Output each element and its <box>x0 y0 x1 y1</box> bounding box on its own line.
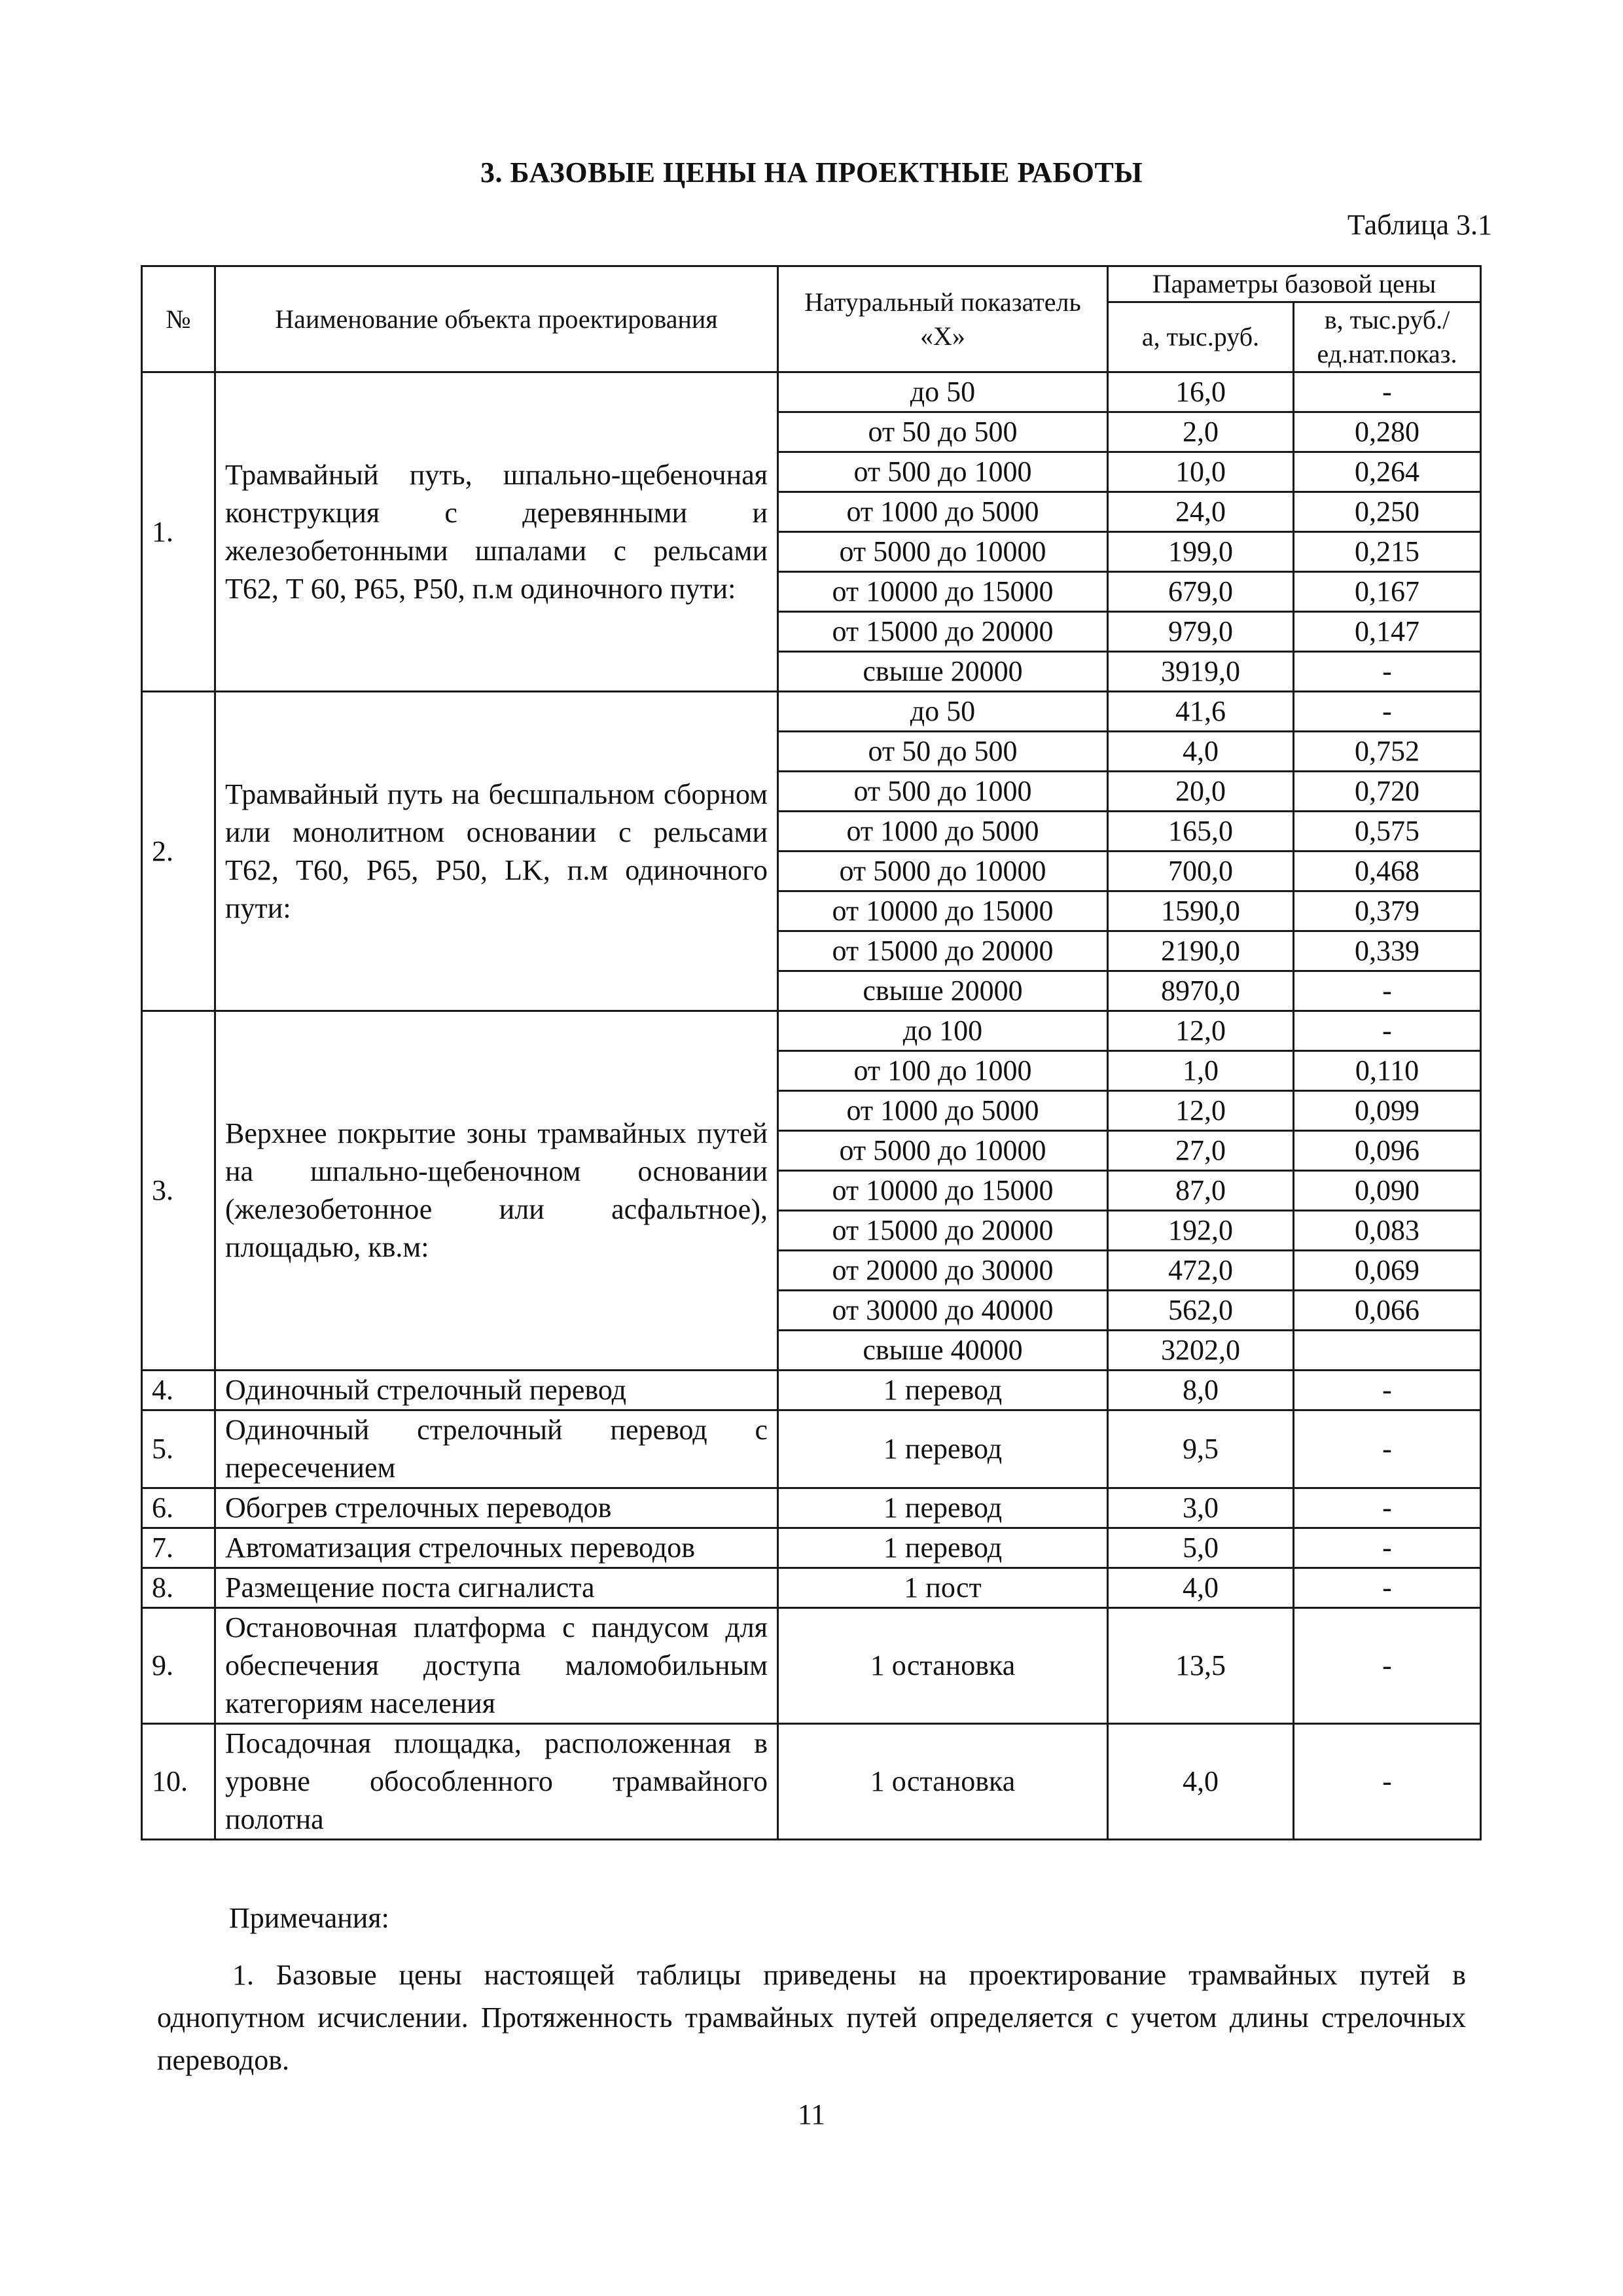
object-name: Размещение поста сигналиста <box>215 1568 778 1608</box>
notes-title: Примечания: <box>229 1902 389 1934</box>
param-a-value: 979,0 <box>1108 612 1294 652</box>
param-b-value: 0,752 <box>1294 732 1481 772</box>
param-b-value: 0,147 <box>1294 612 1481 652</box>
natural-indicator: 1 перевод <box>778 1488 1108 1528</box>
param-a-value: 2,0 <box>1108 412 1294 452</box>
table-row <box>142 1608 1481 1724</box>
param-a-value: 8970,0 <box>1108 971 1294 1011</box>
param-a-value: 679,0 <box>1108 572 1294 612</box>
natural-indicator: до 50 <box>778 692 1108 732</box>
object-name: Трамвайный путь на бесшпальном сборном или монолитном основании с рельсами Т62, Т60, Р65, Р50, LK, п.м одиночного пути: <box>215 692 778 1011</box>
param-a-value: 12,0 <box>1108 1091 1294 1131</box>
param-a-value: 3202,0 <box>1108 1331 1294 1371</box>
param-b-value: - <box>1294 1410 1481 1488</box>
param-a-value: 87,0 <box>1108 1171 1294 1211</box>
param-a-value: 165,0 <box>1108 812 1294 852</box>
note-item: 1. Базовые цены настоящей таблицы приведены на проектирование трамвайных путей в однопутном исчислении. Протяженность трамвайных путей определяется с учетом длины стрелочных переводов. <box>157 1959 1466 2076</box>
object-name: Одиночный стрелочный перевод с пересечением <box>215 1410 778 1488</box>
row-number: 4. <box>142 1371 215 1410</box>
object-name: Одиночный стрелочный перевод <box>215 1371 778 1410</box>
row-number: 5. <box>142 1410 215 1488</box>
object-name: Автоматизация стрелочных переводов <box>215 1528 778 1568</box>
page-number: 11 <box>797 2098 826 2130</box>
param-b-value: - <box>1294 652 1481 692</box>
param-b-value: 0,720 <box>1294 772 1481 812</box>
header-base-price-params: Параметры базовой цены <box>1108 266 1481 302</box>
param-a-value: 41,6 <box>1108 692 1294 732</box>
object-name: Обогрев стрелочных переводов <box>215 1488 778 1528</box>
param-b-value: - <box>1294 1371 1481 1410</box>
table-row <box>142 1724 1481 1840</box>
natural-indicator: от 30000 до 40000 <box>778 1291 1108 1331</box>
natural-indicator: от 500 до 1000 <box>778 452 1108 492</box>
param-b-value: - <box>1294 1608 1481 1724</box>
param-b-value: 0,575 <box>1294 812 1481 852</box>
row-number: 6. <box>142 1488 215 1528</box>
param-b-value: 0,099 <box>1294 1091 1481 1131</box>
object-name: Посадочная площадка, расположенная в уровне обособленного трамвайного полотна <box>215 1724 778 1840</box>
table-row <box>142 692 1481 732</box>
header-param-b: в, тыс.руб./ ед.нат.показ. <box>1294 302 1481 372</box>
natural-indicator: от 1000 до 5000 <box>778 492 1108 532</box>
natural-indicator: от 100 до 1000 <box>778 1051 1108 1091</box>
base-prices-table <box>141 265 1482 1840</box>
table-row <box>142 1011 1481 1051</box>
param-b-value: - <box>1294 1568 1481 1608</box>
param-a-value: 700,0 <box>1108 852 1294 891</box>
header-number: № <box>142 266 215 372</box>
param-b-value: 0,167 <box>1294 572 1481 612</box>
row-number: 9. <box>142 1608 215 1724</box>
param-a-value: 9,5 <box>1108 1410 1294 1488</box>
natural-indicator: от 50 до 500 <box>778 412 1108 452</box>
natural-indicator: свыше 20000 <box>778 652 1108 692</box>
natural-indicator: от 1000 до 5000 <box>778 1091 1108 1131</box>
natural-indicator: от 15000 до 20000 <box>778 612 1108 652</box>
natural-indicator: от 15000 до 20000 <box>778 931 1108 971</box>
natural-indicator: от 5000 до 10000 <box>778 532 1108 572</box>
row-number: 10. <box>142 1724 215 1840</box>
param-a-value: 199,0 <box>1108 532 1294 572</box>
table-header <box>142 266 1481 372</box>
page-heading: 3. БАЗОВЫЕ ЦЕНЫ НА ПРОЕКТНЫЕ РАБОТЫ <box>480 156 1143 188</box>
object-name: Трамвайный путь, шпально-щебеночная конструкция с деревянными и железобетонными шпалами с рельсами Т62, Т 60, Р65, Р50, п.м одиночного пути: <box>215 372 778 692</box>
natural-indicator: от 500 до 1000 <box>778 772 1108 812</box>
param-b-value: - <box>1294 1528 1481 1568</box>
header-object-name: Наименование объекта проектирования <box>215 266 778 372</box>
param-b-value: 0,264 <box>1294 452 1481 492</box>
table-row <box>142 1568 1481 1608</box>
natural-indicator: 1 остановка <box>778 1724 1108 1840</box>
natural-indicator: 1 перевод <box>778 1371 1108 1410</box>
param-b-value: 0,066 <box>1294 1291 1481 1331</box>
param-a-value: 1,0 <box>1108 1051 1294 1091</box>
natural-indicator: 1 перевод <box>778 1528 1108 1568</box>
param-a-value: 4,0 <box>1108 1724 1294 1840</box>
row-number: 8. <box>142 1568 215 1608</box>
table-caption: Таблица 3.1 <box>1347 209 1492 241</box>
param-b-value: 0,069 <box>1294 1251 1481 1291</box>
param-b-value: 0,215 <box>1294 532 1481 572</box>
param-a-value: 16,0 <box>1108 372 1294 412</box>
natural-indicator: от 5000 до 10000 <box>778 1131 1108 1171</box>
header-natural-indicator: Натуральный показатель «Х» <box>778 266 1108 372</box>
table-row <box>142 1528 1481 1568</box>
table-row <box>142 1371 1481 1410</box>
natural-indicator: от 15000 до 20000 <box>778 1211 1108 1251</box>
param-b-value: - <box>1294 1011 1481 1051</box>
natural-indicator: до 50 <box>778 372 1108 412</box>
param-b-value: 0,280 <box>1294 412 1481 452</box>
row-number: 7. <box>142 1528 215 1568</box>
header-row-top <box>142 266 1481 302</box>
header-param-a: а, тыс.руб. <box>1108 302 1294 372</box>
object-name: Верхнее покрытие зоны трамвайных путей на шпально-щебеночном основании (железобетонное или асфальтное), площадью, кв.м: <box>215 1011 778 1371</box>
table-row <box>142 372 1481 412</box>
row-number: 3. <box>142 1011 215 1371</box>
param-a-value: 27,0 <box>1108 1131 1294 1171</box>
natural-indicator: от 5000 до 10000 <box>778 852 1108 891</box>
param-b-value <box>1294 1331 1481 1371</box>
param-b-value: 0,250 <box>1294 492 1481 532</box>
param-b-value: 0,339 <box>1294 931 1481 971</box>
object-name: Остановочная платформа с пандусом для обеспечения доступа маломобильным категориям населения <box>215 1608 778 1724</box>
natural-indicator: 1 перевод <box>778 1410 1108 1488</box>
natural-indicator: от 1000 до 5000 <box>778 812 1108 852</box>
param-b-value: 0,090 <box>1294 1171 1481 1211</box>
param-a-value: 20,0 <box>1108 772 1294 812</box>
param-b-value: 0,096 <box>1294 1131 1481 1171</box>
param-a-value: 8,0 <box>1108 1371 1294 1410</box>
natural-indicator: от 50 до 500 <box>778 732 1108 772</box>
param-a-value: 192,0 <box>1108 1211 1294 1251</box>
param-b-value: - <box>1294 692 1481 732</box>
row-number: 1. <box>142 372 215 692</box>
natural-indicator: 1 остановка <box>778 1608 1108 1724</box>
param-a-value: 562,0 <box>1108 1291 1294 1331</box>
param-a-value: 13,5 <box>1108 1608 1294 1724</box>
table-body <box>142 372 1481 1840</box>
param-b-value: - <box>1294 372 1481 412</box>
param-b-value: - <box>1294 1724 1481 1840</box>
param-a-value: 4,0 <box>1108 1568 1294 1608</box>
param-a-value: 2190,0 <box>1108 931 1294 971</box>
param-a-value: 3,0 <box>1108 1488 1294 1528</box>
param-b-value: 0,083 <box>1294 1211 1481 1251</box>
param-b-value: 0,468 <box>1294 852 1481 891</box>
param-b-value: 0,110 <box>1294 1051 1481 1091</box>
param-a-value: 24,0 <box>1108 492 1294 532</box>
param-a-value: 12,0 <box>1108 1011 1294 1051</box>
natural-indicator: от 20000 до 30000 <box>778 1251 1108 1291</box>
param-a-value: 4,0 <box>1108 732 1294 772</box>
param-a-value: 10,0 <box>1108 452 1294 492</box>
param-a-value: 5,0 <box>1108 1528 1294 1568</box>
natural-indicator: 1 пост <box>778 1568 1108 1608</box>
row-number: 2. <box>142 692 215 1011</box>
param-a-value: 3919,0 <box>1108 652 1294 692</box>
natural-indicator: свыше 40000 <box>778 1331 1108 1371</box>
natural-indicator: от 10000 до 15000 <box>778 891 1108 931</box>
param-b-value: 0,379 <box>1294 891 1481 931</box>
natural-indicator: от 10000 до 15000 <box>778 1171 1108 1211</box>
param-a-value: 1590,0 <box>1108 891 1294 931</box>
table-row <box>142 1488 1481 1528</box>
natural-indicator: свыше 20000 <box>778 971 1108 1011</box>
param-b-value: - <box>1294 971 1481 1011</box>
table-row <box>142 1410 1481 1488</box>
natural-indicator: от 10000 до 15000 <box>778 572 1108 612</box>
param-a-value: 472,0 <box>1108 1251 1294 1291</box>
natural-indicator: до 100 <box>778 1011 1108 1051</box>
param-b-value: - <box>1294 1488 1481 1528</box>
